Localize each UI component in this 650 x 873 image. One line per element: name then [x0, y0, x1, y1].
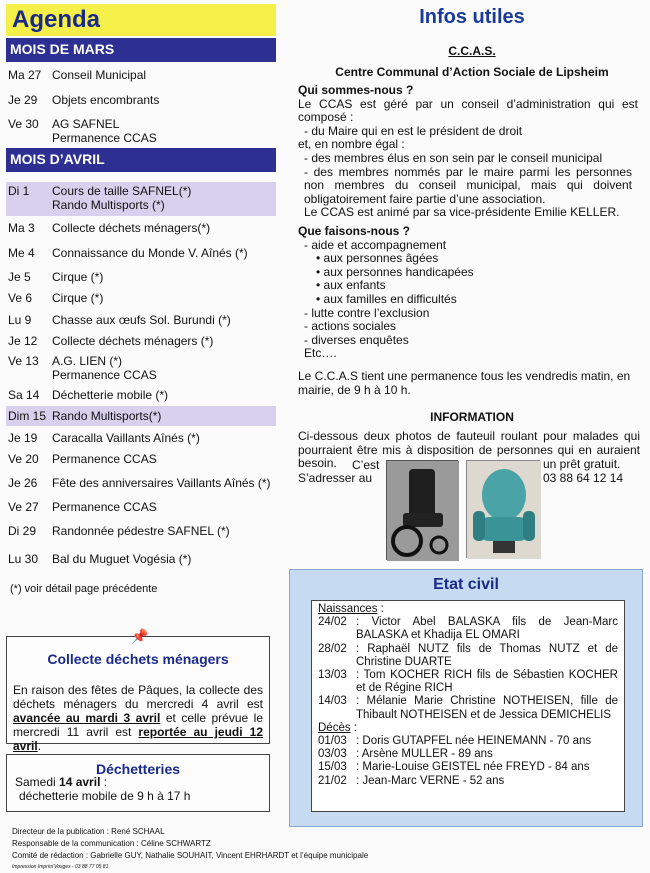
agenda-event: Cirque (*): [52, 270, 104, 284]
agenda-event: Déchetterie mobile (*): [52, 388, 169, 402]
ccas-what: Que faisons-nous ? - aide et accompagnement • aux personnes âgées • aux personnes handicapées • aux enfants • aux familles en difficultés - lutte contre l’exclusion - actions sociales - diverses enquêtes Etc….: [298, 225, 638, 361]
list-item: 14/03 : Mélanie Marie Christine NOTHEISEN, fille de Thibault NOTHEISEN et de Jessica DEMICHELIS: [318, 695, 618, 721]
agenda-day: Ma 3: [8, 221, 35, 235]
dechetteries-text: Samedi 14 avril : déchetterie mobile de 9 h à 17 h: [15, 775, 191, 803]
information-heading: INFORMATION: [430, 410, 514, 424]
list-item: • aux personnes handicapées: [316, 264, 474, 279]
list-item: • aux enfants: [316, 278, 386, 293]
agenda-row: [6, 431, 276, 445]
agenda-event: AG SAFNEL: [52, 117, 120, 131]
agenda-row: [6, 500, 276, 514]
armchair-photo: [466, 460, 540, 558]
agenda-row: [6, 221, 276, 235]
list-item: 01/03 : Doris GUTAPFEL née HEINEMANN - 70 ans: [318, 735, 592, 748]
agenda-day: Ve 6: [8, 291, 33, 305]
ccas-permanence: Le C.C.A.S tient une permanence tous les vendredis matin, en mairie, de 9 h à 10 h.: [298, 369, 631, 397]
agenda-event: Cirque (*): [52, 291, 104, 305]
agenda-row: [6, 388, 276, 402]
agenda-row: [6, 354, 276, 382]
list-item: 21/02 : Jean-Marc VERNE - 52 ans: [318, 774, 505, 787]
agenda-row: [6, 93, 276, 107]
agenda-event: Connaissance du Monde V. Aînés (*): [52, 246, 248, 260]
agenda-row: [6, 182, 276, 216]
agenda-event: Bal du Muguet Vogésia (*): [52, 552, 192, 566]
agenda-day: Me 4: [8, 246, 35, 260]
agenda-row: [6, 246, 276, 260]
month-header-march: MOIS DE MARS: [6, 38, 276, 62]
agenda-event: A.G. LIEN (*): [52, 354, 123, 368]
ccas-who: Qui sommes-nous ? Le CCAS est géré par un conseil d’administration qui est composé : - du Maire qui en est le président de droit et, en nombre égal : - des membres élus en son sein par le conseil municipal - des membres nommés par le maire parmi les personnes non membres du conseil municipal, mais qui doivent obligatoirement faire partie d’une association. Le CCAS est animé par sa vice-présidente Emilie KELLER.: [298, 83, 638, 220]
agenda-row: [6, 406, 276, 426]
collecte-title: Collecte déchets ménagers: [47, 651, 229, 667]
infos-title: Infos utiles: [419, 6, 525, 28]
list-item: • aux familles en difficultés: [316, 291, 457, 306]
naissances-heading: Naissances: [318, 603, 378, 615]
agenda-day: Lu 30: [8, 552, 39, 566]
info-cest: C’est: [352, 458, 380, 472]
agenda-event: Fête des anniversaires Vaillants Aînés (*): [52, 476, 271, 490]
wheelchair-photo: [386, 460, 458, 560]
agenda-day: Dim 15: [8, 409, 47, 423]
information-text: Ci-dessous deux photos de fauteuil roulant pour malades qui pourraient être mis à disposition de personnes qui en auraient besoin.: [298, 429, 640, 471]
agenda-event: Chasse aux œufs Sol. Burundi (*): [52, 313, 231, 327]
agenda-footnote: (*) voir détail page précédente: [10, 583, 158, 595]
agenda-row: [6, 452, 276, 466]
agenda-row: [6, 476, 276, 490]
info-sadresser: S’adresser au: [298, 471, 373, 485]
list-item: 28/02 : Raphaël NUTZ fils de Thomas NUTZ et de Christine DUARTE: [318, 642, 618, 668]
list-item: 24/02 : Victor Abel BALASKA fils de Jean-Marc BALASKA et Khadija EL OMARI: [318, 616, 618, 642]
pushpin-icon: 📌: [131, 628, 149, 644]
agenda-event: Conseil Municipal: [52, 68, 147, 82]
agenda-day: Ve 27: [8, 500, 39, 514]
agenda-event: Rando Multisports(*): [52, 409, 162, 423]
agenda-day: Je 12: [8, 334, 38, 348]
ccas-abbr: C.C.A.S.: [448, 44, 496, 58]
list-item: 03/03 : Arsène MULLER - 89 ans: [318, 748, 493, 761]
agenda-day: Sa 14: [8, 388, 40, 402]
list-item: 15/03 : Marie-Louise GEISTEL née FREYD - 84 ans: [318, 761, 590, 774]
list-item: 13/03 : Tom KOCHER RICH fils de Sébastien KOCHER et de Régine RICH: [318, 669, 618, 695]
agenda-event: Collecte déchets ménagers (*): [52, 334, 214, 348]
dechetteries-box: [6, 754, 270, 812]
agenda-row: [6, 334, 276, 348]
agenda-day: Di 1: [8, 184, 30, 198]
list-item: • aux personnes âgées: [316, 251, 439, 266]
deces-heading: Décès: [318, 721, 351, 734]
agenda-day: Je 29: [8, 93, 38, 107]
agenda-row: [6, 524, 276, 538]
etat-civil-title: Etat civil: [433, 576, 499, 593]
agenda-event: Permanence CCAS: [52, 131, 157, 145]
credits: Directeur de la publication : René SCHAAL Responsable de la communication : Céline SCHWARTZ Comité de rédaction : Gabrielle GUY, Nathalie SOUHAIT, Vincent EHRHARDT et l’équipe municipale: [12, 827, 369, 860]
agenda-event: Rando Multisports (*): [52, 198, 165, 212]
agenda-event: Permanence CCAS: [52, 500, 157, 514]
agenda-day: Di 29: [8, 524, 37, 538]
agenda-day: Je 5: [8, 270, 31, 284]
agenda-day: Ma 27: [8, 68, 42, 82]
agenda-event: Permanence CCAS: [52, 368, 157, 382]
dechetteries-title: Déchetteries: [95, 761, 181, 777]
agenda-row: [6, 313, 276, 327]
agenda-row: [6, 270, 276, 284]
agenda-event: Objets encombrants: [52, 93, 160, 107]
agenda-row: [6, 68, 276, 82]
agenda-event: Cours de taille SAFNEL(*): [52, 184, 192, 198]
ccas-full-name: Centre Communal d’Action Sociale de Lipsheim: [335, 65, 609, 79]
agenda-event: Randonnée pédestre SAFNEL (*): [52, 524, 230, 538]
agenda-title: Agenda: [6, 4, 276, 36]
collecte-box: [6, 636, 270, 753]
agenda-day: Je 19: [8, 431, 38, 445]
agenda-event: Collecte déchets ménagers(*): [52, 221, 211, 235]
agenda-day: Ve 30: [8, 117, 39, 131]
month-header-april: MOIS D’AVRIL: [6, 148, 276, 172]
etat-civil-content: Naissances : 24/02 : Victor Abel BALASKA fils de Jean-Marc BALASKA et Khadija EL OMARI 28/02 : Raphaël NUTZ fils de Thomas NUTZ et de Christine DUARTE 13/03 : Tom KOCHER RICH fils de Sébastien KOCHER et de Régine RICH 14/03 : Mélanie Marie Christine NOTHEISEN, fille de Thibault NOTHEISEN et de Jessica DEMICHELIS Décès : 01/03 : Doris GUTAPFEL née HEINEMANN - 70 ans 03/03 : Arsène MULLER - 89 ans 15/03 : Marie-Louise GEISTEL née FREYD - 84 ans 21/02 : Jean-Marc VERNE - 52 ans: [311, 600, 625, 812]
agenda-day: Ve 20: [8, 452, 39, 466]
agenda-row: [6, 117, 276, 145]
agenda-day: Ve 13: [8, 354, 39, 368]
agenda-day: Lu 9: [8, 313, 32, 327]
collecte-advance: avancée au mardi 3 avril: [13, 711, 161, 725]
agenda-row: [6, 291, 276, 305]
collecte-text: En raison des fêtes de Pâques, la collecte des déchets ménagers du mercredi 4 avril est avancée au mardi 3 avril et celle prévue le mercredi 11 avril est reportée au jeudi 12 avril.: [13, 683, 263, 753]
agenda-event: Caracalla Vaillants Aînés (*): [52, 431, 200, 445]
agenda-day: Je 26: [8, 476, 38, 490]
imprint: Impression Imprim'Vosges - 03 88 77 05 81: [12, 864, 109, 870]
collecte-postpone: reportée au jeudi 12 avril: [13, 725, 263, 753]
info-contact: un prêt gratuit. 03 88 64 12 14: [543, 457, 624, 485]
agenda-row: [6, 552, 276, 566]
agenda-event: Permanence CCAS: [52, 452, 157, 466]
etat-civil-box: [289, 569, 643, 827]
